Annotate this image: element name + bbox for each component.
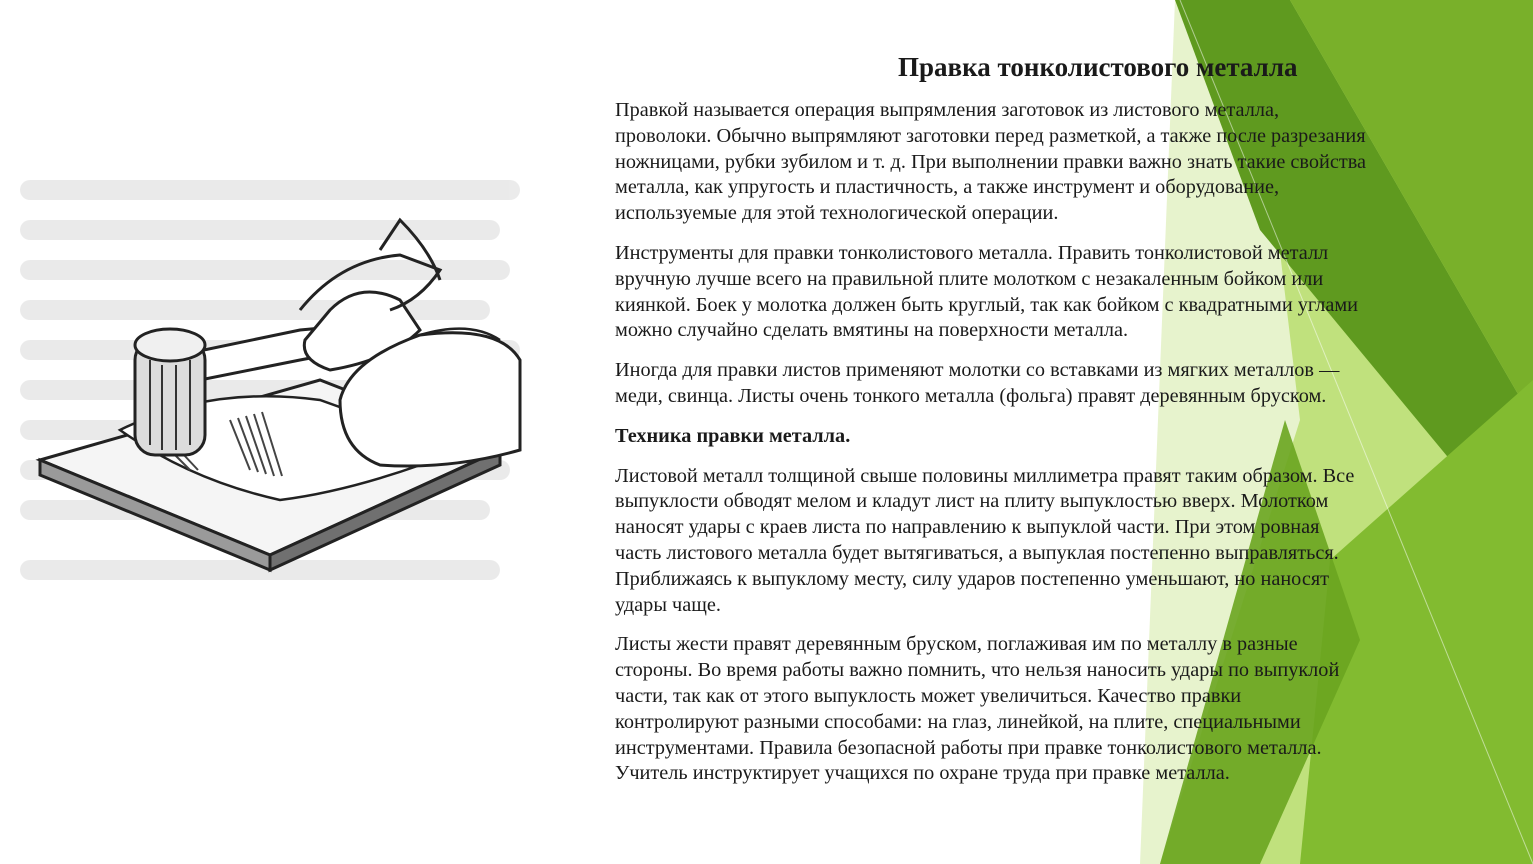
paragraph-soft-hammers: Иногда для правки листов применяют молотки со вставками из мягких металлов — меди, свинца. Листы очень тонкого металла (фольга) правят деревянным бруском. bbox=[615, 359, 1340, 407]
paragraph-intro: Правкой называется операция выпрямления заготовок из листового металла, проволоки. Обычно выпрямляют заготовки перед разметкой, а также после разрезания ножницами, рубки зубилом и т. д. При выполнении правки важно знать такие свойства металла, как упругость и пластичность, а также инструмент и оборудование, используемые для этой технологической операции. bbox=[615, 99, 1367, 225]
paragraph-tools: Инструменты для правки тонколистового металла. Править тонколистовой металл вручную лучше всего на правильной плите молотком с незакаленным бойком или киянкой. Боек у молотка должен быть круглый, так как бойком с квадратными углами можно случайно сделать вмятины на поверхности металла. bbox=[615, 241, 1359, 342]
section-heading-technique: Техника правки металла. bbox=[615, 424, 851, 447]
page-title: Правка тонколистового металла bbox=[898, 52, 1298, 82]
slide-body bbox=[615, 98, 1515, 801]
hammer-straightening-sheet-icon bbox=[0, 160, 540, 600]
paragraph-tin-sheets: Листы жести правят деревянным бруском, поглаживая им по металлу в разные стороны. Во время работы важно помнить, что нельзя наносить удары по выпуклой части, так как от этого выпуклость может увеличиться. Качество правки контролируют разными способами: на глаз, линейкой, на плите, специальными инструментами. Правила безопасной работы при правке тонколистового металла. Учитель инструктирует учащихся по охране труда при правке металла. bbox=[615, 633, 1340, 785]
paragraph-technique: Листовой металл толщиной свыше половины миллиметра правят таким образом. Все выпуклости обводят мелом и кладут лист на плиту выпуклостью вверх. Молотком наносят удары с краев листа по направлению к выпуклой части. При этом ровная часть листового металла будет вытягиваться, а выпуклая постепенно выправляться. Приближаясь к выпуклому месту, силу ударов постепенно уменьшают, но наносят удары чаще. bbox=[615, 464, 1355, 616]
